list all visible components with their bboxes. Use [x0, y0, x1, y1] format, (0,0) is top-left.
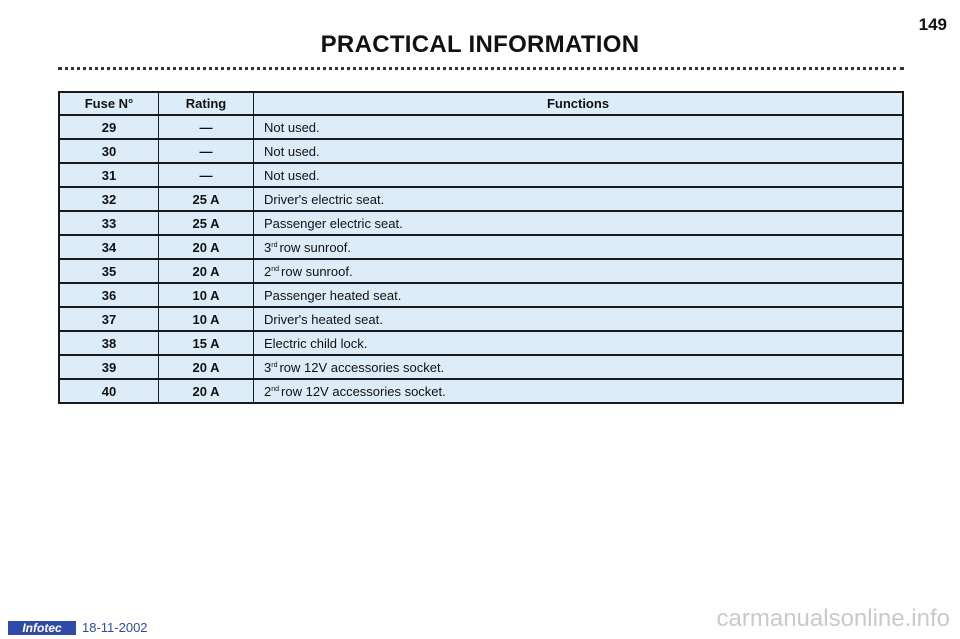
function-text: row 12V accessories socket. — [281, 383, 446, 399]
function-text: Not used. — [264, 167, 320, 183]
function-cell — [254, 139, 904, 163]
rating-cell: 20 A — [159, 379, 254, 403]
page-title: PRACTICAL INFORMATION — [320, 31, 640, 58]
rating-cell: 25 A — [159, 211, 254, 235]
rating-cell: 20 A — [159, 355, 254, 379]
table-row — [59, 139, 903, 163]
table-row — [59, 307, 903, 331]
function-cell — [254, 187, 904, 211]
fuse-table — [58, 91, 904, 404]
fuse-number-cell: 33 — [59, 211, 159, 235]
fuse-number-cell: 29 — [59, 115, 159, 139]
function-text: Not used. — [264, 119, 320, 135]
fuse-number-cell: 34 — [59, 235, 159, 259]
row-ordinal: 2 — [264, 383, 272, 399]
function-cell — [254, 115, 904, 139]
fuse-number-cell: 32 — [59, 187, 159, 211]
table-row — [59, 331, 903, 355]
fuse-number-cell: 39 — [59, 355, 159, 379]
table-row — [59, 187, 903, 211]
function-cell — [254, 331, 904, 355]
function-text: Electric child lock. — [264, 335, 368, 351]
function-text: row 12V accessories socket. — [279, 359, 445, 375]
fuse-number-cell: 38 — [59, 331, 159, 355]
table-row — [59, 283, 903, 307]
infotec-logo: Infotec — [8, 621, 76, 635]
function-cell — [254, 379, 904, 403]
row-ordinal: 3 — [264, 359, 272, 375]
header-fuse-number: Fuse N° — [59, 92, 159, 115]
function-text: Not used. — [264, 143, 320, 159]
function-cell — [254, 235, 904, 259]
table-row — [59, 235, 903, 259]
footer-date: 18-11-2002 — [82, 620, 148, 635]
rating-cell: 10 A — [159, 307, 254, 331]
function-cell — [254, 355, 904, 379]
table-row — [59, 379, 903, 403]
row-ordinal: 2 — [264, 263, 272, 279]
rating-cell: — — [159, 115, 254, 139]
rating-cell: 20 A — [159, 235, 254, 259]
fuse-number-cell: 40 — [59, 379, 159, 403]
fuse-number-cell: 31 — [59, 163, 159, 187]
fuse-number-cell: 36 — [59, 283, 159, 307]
row-ordinal: 3 — [264, 239, 272, 255]
function-text: row sunroof. — [281, 263, 353, 279]
fuse-number-cell: 37 — [59, 307, 159, 331]
ordinal-suffix: nd — [271, 385, 280, 393]
function-cell — [254, 307, 904, 331]
page-number: 149 — [918, 15, 947, 34]
function-text: Passenger heated seat. — [264, 287, 402, 303]
header-rating: Rating — [159, 92, 254, 115]
table-row — [59, 163, 903, 187]
ordinal-suffix: nd — [271, 265, 280, 273]
title-divider — [58, 67, 904, 70]
function-text: Driver's electric seat. — [264, 191, 385, 207]
table-row — [59, 115, 903, 139]
function-text: row sunroof. — [279, 239, 352, 255]
function-cell — [254, 211, 904, 235]
function-text: Passenger electric seat. — [264, 215, 403, 231]
function-text: Driver's heated seat. — [264, 311, 383, 327]
ordinal-suffix: rd — [271, 361, 278, 369]
table-row — [59, 211, 903, 235]
rating-cell: 25 A — [159, 187, 254, 211]
function-cell — [254, 283, 904, 307]
table-row — [59, 259, 903, 283]
rating-cell: 15 A — [159, 331, 254, 355]
rating-cell: — — [159, 139, 254, 163]
table-row — [59, 355, 903, 379]
rating-cell: 20 A — [159, 259, 254, 283]
function-cell — [254, 259, 904, 283]
table-header-row — [59, 92, 903, 115]
fuse-number-cell: 35 — [59, 259, 159, 283]
fuse-number-cell: 30 — [59, 139, 159, 163]
rating-cell: 10 A — [159, 283, 254, 307]
ordinal-suffix: rd — [271, 241, 278, 249]
function-cell — [254, 163, 904, 187]
rating-cell: — — [159, 163, 254, 187]
watermark: carmanualsonline.info — [716, 605, 950, 632]
header-functions: Functions — [254, 92, 904, 115]
